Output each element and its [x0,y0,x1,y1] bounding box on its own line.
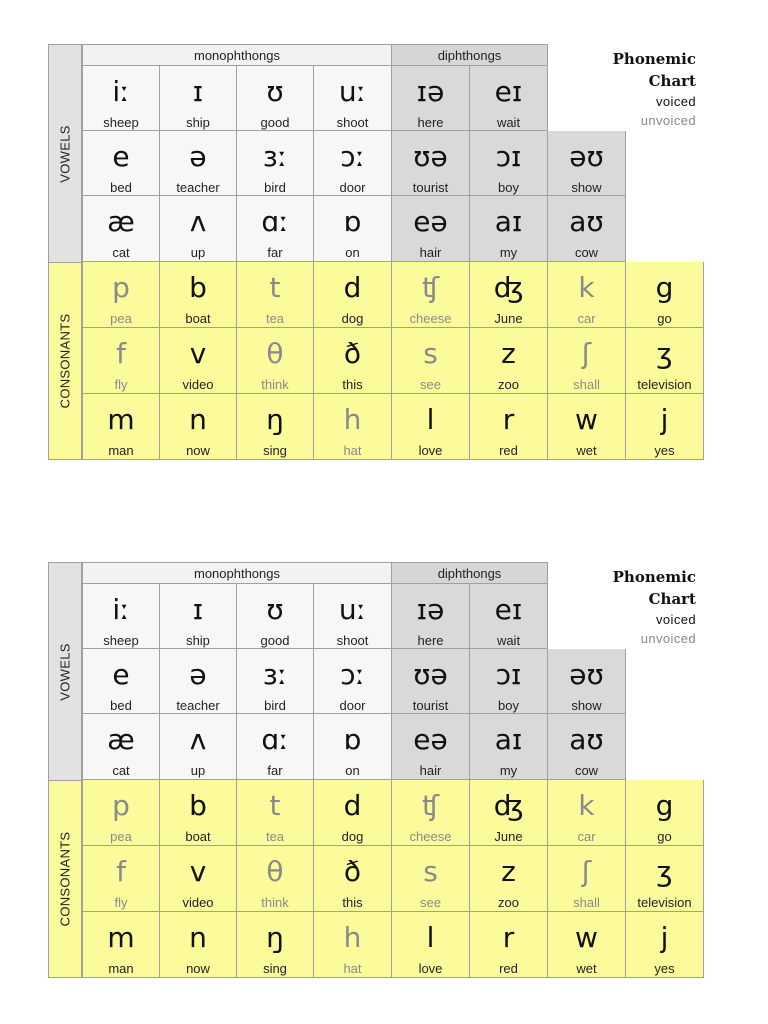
monophthongs-header: monophthongs [82,44,392,66]
phoneme-cell [237,846,314,912]
phoneme-symbol: ʒ [656,337,673,370]
phoneme-cell [626,912,704,978]
diphthongs-header: diphthongs [392,562,548,584]
example-word: tourist [412,698,449,713]
phoneme-symbol: ɔː [340,658,365,691]
example-word: cheese [409,829,452,844]
phoneme-cell [314,912,392,978]
phoneme-symbol: ð [343,337,362,370]
example-word: pea [110,829,132,844]
phoneme-symbol: θ [266,337,284,370]
phoneme-cell [548,394,626,460]
phoneme-cell [470,912,548,978]
phoneme-symbol: ɪ [192,75,204,108]
phoneme-symbol: ʊ [266,593,284,626]
example-word: hair [419,763,442,778]
phoneme-symbol: ɪə [416,75,445,108]
phoneme-symbol: ʃ [581,337,592,370]
phoneme-cell [548,912,626,978]
example-word: sing [263,443,287,458]
example-word: sheep [103,633,139,648]
example-word: boat [185,311,211,326]
phoneme-symbol: g [655,271,674,304]
vowels-side-label [48,562,82,780]
phoneme-symbol: f [116,855,126,888]
legend-unvoiced: unvoiced [640,631,696,646]
phoneme-cell [392,196,470,262]
phoneme-cell [548,780,626,846]
phoneme-cell [237,714,314,780]
example-word: television [637,377,692,392]
example-word: show [571,180,602,195]
phoneme-symbol: ð [343,855,362,888]
phoneme-cell [314,196,392,262]
phoneme-cell [314,584,392,649]
phoneme-cell [470,780,548,846]
phoneme-cell [82,66,160,131]
phoneme-cell [392,262,470,328]
example-word: June [494,311,523,326]
phoneme-symbol: d [343,271,362,304]
phoneme-symbol: p [112,789,130,822]
example-word: wet [576,961,597,976]
example-word: dog [341,311,364,326]
phoneme-cell [314,780,392,846]
phoneme-cell [470,846,548,912]
phoneme-cell [82,131,160,196]
phonemic-chart-bottom [48,562,704,978]
phoneme-symbol: aʊ [569,205,604,238]
example-word: on [345,763,360,778]
phoneme-symbol: eɪ [494,75,523,108]
example-word: dog [341,829,364,844]
phoneme-symbol: eɪ [494,593,523,626]
example-word: video [182,377,214,392]
phoneme-symbol: n [189,403,207,436]
phoneme-cell [82,714,160,780]
phoneme-symbol: iː [112,75,130,108]
phoneme-cell [160,196,237,262]
phoneme-cell [160,714,237,780]
phoneme-symbol: f [116,337,126,370]
phoneme-cell [237,328,314,394]
example-word: bed [110,180,132,195]
phoneme-cell [82,649,160,714]
phoneme-cell [392,394,470,460]
example-word: June [494,829,523,844]
phoneme-cell [392,66,470,131]
phoneme-cell [237,649,314,714]
vowels-label: VOWELS [57,642,73,701]
example-word: television [637,895,692,910]
example-word: boat [185,829,211,844]
example-word: here [417,115,444,130]
phoneme-cell [237,66,314,131]
phoneme-cell [237,780,314,846]
phoneme-cell [470,394,548,460]
phoneme-symbol: ʌ [189,205,207,238]
phoneme-symbol: ɪ [192,593,204,626]
phoneme-symbol: b [189,789,207,822]
example-word: see [420,895,441,910]
example-word: zoo [498,377,519,392]
phoneme-symbol: b [189,271,207,304]
phoneme-cell [237,584,314,649]
phoneme-symbol: j [660,921,669,954]
phoneme-cell [314,131,392,196]
phoneme-cell [470,584,548,649]
example-word: my [499,763,518,778]
phoneme-symbol: ɔː [340,140,365,173]
example-word: yes [654,443,675,458]
example-word: yes [654,961,675,976]
example-word: go [657,829,672,844]
phoneme-cell [392,649,470,714]
monophthongs-header: monophthongs [82,562,392,584]
phoneme-symbol: ʊə [413,658,448,691]
example-word: hair [419,245,442,260]
example-word: hat [343,443,362,458]
example-word: boy [498,180,519,195]
phoneme-symbol: ɒ [343,205,362,238]
example-word: door [339,180,366,195]
example-word: show [571,698,602,713]
example-word: red [499,961,518,976]
example-word: shall [573,377,600,392]
phoneme-symbol: θ [266,855,284,888]
phoneme-cell [314,262,392,328]
example-word: bird [264,698,286,713]
phoneme-cell [626,394,704,460]
example-word: bed [110,698,132,713]
phoneme-cell [548,328,626,394]
phoneme-symbol: ʧ [421,271,440,304]
example-word: shoot [336,633,369,648]
example-word: tea [265,829,285,844]
example-word: think [261,377,289,392]
phoneme-cell [626,328,704,394]
phoneme-cell [392,714,470,780]
example-word: man [108,961,134,976]
phoneme-symbol: ŋ [266,403,284,436]
example-word: zoo [498,895,519,910]
phoneme-cell [470,649,548,714]
phoneme-symbol: v [189,855,207,888]
phoneme-cell [314,649,392,714]
example-word: teacher [176,698,220,713]
example-word: far [267,763,283,778]
phoneme-cell [237,131,314,196]
example-word: tea [265,311,285,326]
phoneme-cell [626,262,704,328]
example-word: car [577,311,596,326]
example-word: hat [343,961,362,976]
example-word: cow [574,245,599,260]
phoneme-symbol: ɜː [262,658,288,691]
phoneme-symbol: t [269,789,281,822]
chart-title [613,48,696,130]
example-word: this [342,377,363,392]
phoneme-cell [160,328,237,394]
consonants-side-label [48,780,82,978]
title-line-2: Chart [648,72,696,90]
example-word: cat [112,245,130,260]
phoneme-symbol: eə [413,723,448,756]
example-word: pea [110,311,132,326]
phoneme-symbol: ʤ [493,789,524,822]
phoneme-cell [470,131,548,196]
example-word: wait [496,633,521,648]
example-word: go [657,311,672,326]
phoneme-cell [82,262,160,328]
phoneme-cell [314,394,392,460]
example-word: door [339,698,366,713]
legend-voiced: voiced [656,612,696,627]
phoneme-cell [82,328,160,394]
example-word: now [186,443,210,458]
phoneme-symbol: uː [338,593,367,626]
phoneme-symbol: aʊ [569,723,604,756]
phoneme-cell [82,584,160,649]
example-word: cheese [409,311,452,326]
phoneme-symbol: w [575,921,598,954]
phoneme-cell [548,131,626,196]
phoneme-cell [160,131,237,196]
example-word: far [267,245,283,260]
example-word: sing [263,961,287,976]
phoneme-cell [548,262,626,328]
phoneme-symbol: uː [338,75,367,108]
diphthongs-header: diphthongs [392,44,548,66]
phoneme-symbol: aɪ [494,723,523,756]
consonants-side-label [48,262,82,460]
phoneme-symbol: ɪə [416,593,445,626]
phoneme-symbol: g [655,789,674,822]
vowels-side-label [48,44,82,262]
phoneme-symbol: s [423,855,438,888]
phoneme-cell [626,846,704,912]
phoneme-symbol: əʊ [569,658,604,691]
example-word: up [190,245,206,260]
phoneme-symbol: ə [189,658,207,691]
phoneme-symbol: z [501,337,516,370]
phoneme-cell [82,196,160,262]
example-word: here [417,633,444,648]
phoneme-symbol: l [426,403,435,436]
phoneme-symbol: k [578,271,595,304]
phoneme-cell [160,780,237,846]
example-word: sheep [103,115,139,130]
phoneme-symbol: əʊ [569,140,604,173]
phoneme-cell [548,714,626,780]
phoneme-symbol: e [112,658,130,691]
phoneme-cell [160,66,237,131]
phoneme-symbol: ə [189,140,207,173]
phoneme-cell [314,66,392,131]
example-word: good [260,115,290,130]
phoneme-symbol: r [502,921,515,954]
phoneme-cell [82,780,160,846]
phoneme-symbol: ʊ [266,75,284,108]
phoneme-symbol: r [502,403,515,436]
phoneme-symbol: eə [413,205,448,238]
phoneme-symbol: ʃ [581,855,592,888]
chart-title [613,566,696,648]
example-word: cat [112,763,130,778]
phoneme-symbol: d [343,789,362,822]
phoneme-symbol: ʧ [421,789,440,822]
example-word: this [342,895,363,910]
phoneme-symbol: æ [107,723,135,756]
phoneme-symbol: ɜː [262,140,288,173]
phoneme-symbol: ʤ [493,271,524,304]
example-word: car [577,829,596,844]
example-word: my [499,245,518,260]
phoneme-symbol: m [107,403,135,436]
example-word: man [108,443,134,458]
phoneme-symbol: ʒ [656,855,673,888]
example-word: teacher [176,180,220,195]
example-word: ship [186,633,210,648]
phoneme-symbol: h [343,921,362,954]
phoneme-symbol: m [107,921,135,954]
phoneme-cell [237,262,314,328]
example-word: bird [264,180,286,195]
phoneme-cell [470,262,548,328]
phoneme-symbol: ɒ [343,723,362,756]
phoneme-cell [160,846,237,912]
phoneme-symbol: p [112,271,130,304]
phoneme-symbol: iː [112,593,130,626]
example-word: see [420,377,441,392]
phoneme-cell [82,394,160,460]
phoneme-symbol: h [343,403,362,436]
example-word: love [418,443,443,458]
example-word: ship [186,115,210,130]
example-word: think [261,895,289,910]
phoneme-cell [160,262,237,328]
phoneme-symbol: v [189,337,207,370]
phoneme-symbol: k [578,789,595,822]
example-word: tourist [412,180,449,195]
title-line-2: Chart [648,590,696,608]
example-word: fly [114,377,128,392]
phoneme-cell [392,912,470,978]
phoneme-symbol: ɑː [261,723,289,756]
example-word: love [418,961,443,976]
phoneme-cell [470,328,548,394]
phoneme-symbol: ɑː [261,205,289,238]
phoneme-symbol: l [426,921,435,954]
phoneme-symbol: z [501,855,516,888]
phoneme-cell [470,66,548,131]
phoneme-symbol: s [423,337,438,370]
phoneme-cell [314,714,392,780]
phoneme-cell [237,394,314,460]
example-word: on [345,245,360,260]
phoneme-cell [237,196,314,262]
phoneme-cell [392,584,470,649]
title-line-1: Phonemic [612,50,696,68]
phoneme-cell [82,846,160,912]
phoneme-cell [470,196,548,262]
legend-unvoiced: unvoiced [640,113,696,128]
example-word: fly [114,895,128,910]
example-word: cow [574,763,599,778]
phoneme-cell [392,131,470,196]
example-word: boy [498,698,519,713]
example-word: wet [576,443,597,458]
example-word: up [190,763,206,778]
phoneme-cell [392,780,470,846]
phoneme-symbol: æ [107,205,135,238]
phoneme-symbol: e [112,140,130,173]
phoneme-symbol: t [269,271,281,304]
phoneme-cell [548,846,626,912]
example-word: wait [496,115,521,130]
phoneme-cell [392,328,470,394]
phoneme-cell [548,196,626,262]
phoneme-cell [237,912,314,978]
consonants-label: CONSONANTS [57,313,73,409]
phoneme-cell [82,912,160,978]
phoneme-cell [392,846,470,912]
phoneme-symbol: ŋ [266,921,284,954]
phoneme-symbol: ɔɪ [495,140,522,173]
phoneme-cell [160,394,237,460]
phonemic-chart-top [48,44,704,460]
legend-voiced: voiced [656,94,696,109]
phoneme-symbol: n [189,921,207,954]
example-word: shoot [336,115,369,130]
phoneme-symbol: j [660,403,669,436]
phoneme-cell [314,846,392,912]
example-word: now [186,961,210,976]
phoneme-cell [470,714,548,780]
phoneme-cell [160,649,237,714]
phoneme-cell [314,328,392,394]
phoneme-symbol: w [575,403,598,436]
phoneme-symbol: ʊə [413,140,448,173]
phoneme-symbol: ʌ [189,723,207,756]
phoneme-cell [548,649,626,714]
phoneme-cell [626,780,704,846]
title-line-1: Phonemic [612,568,696,586]
phoneme-cell [160,912,237,978]
example-word: red [499,443,518,458]
consonants-label: CONSONANTS [57,831,73,927]
phoneme-symbol: aɪ [494,205,523,238]
phoneme-symbol: ɔɪ [495,658,522,691]
example-word: good [260,633,290,648]
example-word: video [182,895,214,910]
vowels-label: VOWELS [57,124,73,183]
phoneme-cell [160,584,237,649]
example-word: shall [573,895,600,910]
